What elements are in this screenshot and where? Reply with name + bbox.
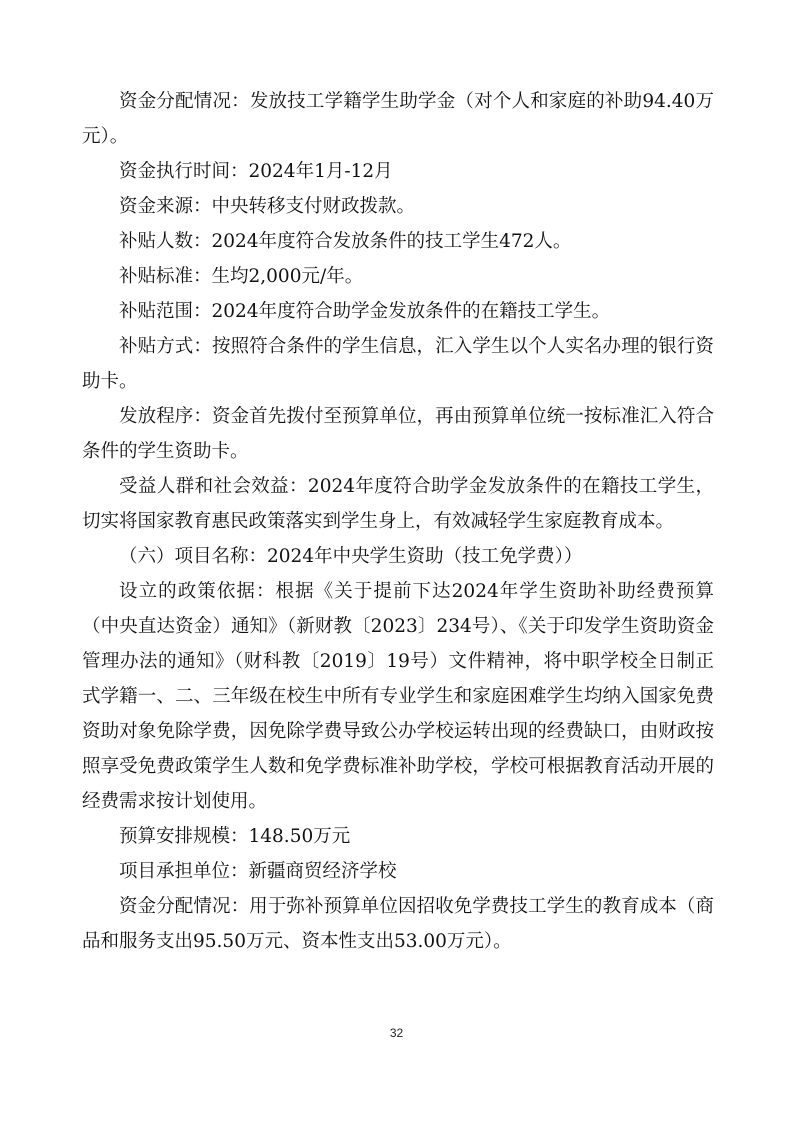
page-number: 32 — [389, 1026, 404, 1040]
paragraph-subsidy-standard: 补贴标准：生均2,000元/年。 — [119, 266, 364, 287]
paragraph-fund-source: 资金来源：中央转移支付财政拨款。 — [119, 196, 416, 217]
paragraph-budget-scale: 预算安排规模：148.50万元 — [119, 826, 351, 847]
paragraph-policy-basis: 设立的政策依据：根据《关于提前下达2024年学生资助补助经费预算（中央直达资金）通知》（新财教〔2023〕234号）、《关于印发学生资助资金管理办法的通知》（财科教〔2019〕19号）文件精神，将中职学校全日制正式学籍一、二、三年级在校生中所有专业学生和家庭困难学生均纳入国家免费资助对象免除学费，因免除学费导致公办学校运转出现的经费缺口，由财政按照享受免费政策学生人数和免学费标准补助学校，学校可根据教育活动开展的经费需求按计划使用。 — [82, 581, 714, 812]
document-body — [82, 84, 714, 959]
paragraph-subsidy-method: 补贴方式：按照符合条件的学生信息，汇入学生以个人实名办理的银行资助卡。 — [82, 336, 714, 392]
paragraph-fund-allocation: 资金分配情况：发放技工学籍学生助学金（对个人和家庭的补助94.40万元）。 — [82, 91, 714, 147]
paragraph-beneficiaries: 受益人群和社会效益：2024年度符合助学金发放条件的在籍技工学生，切实将国家教育惠民政策落实到学生身上，有效减轻学生家庭教育成本。 — [82, 476, 714, 532]
paragraph-disbursement-procedure: 发放程序：资金首先拨付至预算单位，再由预算单位统一按标准汇入符合条件的学生资助卡。 — [82, 406, 714, 462]
paragraph-subsidy-count: 补贴人数：2024年度符合发放条件的技工学生472人。 — [119, 231, 572, 252]
paragraph-undertaking-unit: 项目承担单位：新疆商贸经济学校 — [119, 861, 397, 882]
section-heading-project-six: （六）项目名称：2024年中央学生资助（技工免学费）） — [119, 546, 583, 567]
paragraph-subsidy-scope: 补贴范围：2024年度符合助学金发放条件的在籍技工学生。 — [119, 301, 611, 322]
paragraph-fund-allocation-2: 资金分配情况：用于弥补预算单位因招收免学费技工学生的教育成本（商品和服务支出95.50万元、资本性支出53.00万元）。 — [82, 896, 714, 952]
paragraph-execution-time: 资金执行时间：2024年1月-12月 — [119, 161, 393, 182]
